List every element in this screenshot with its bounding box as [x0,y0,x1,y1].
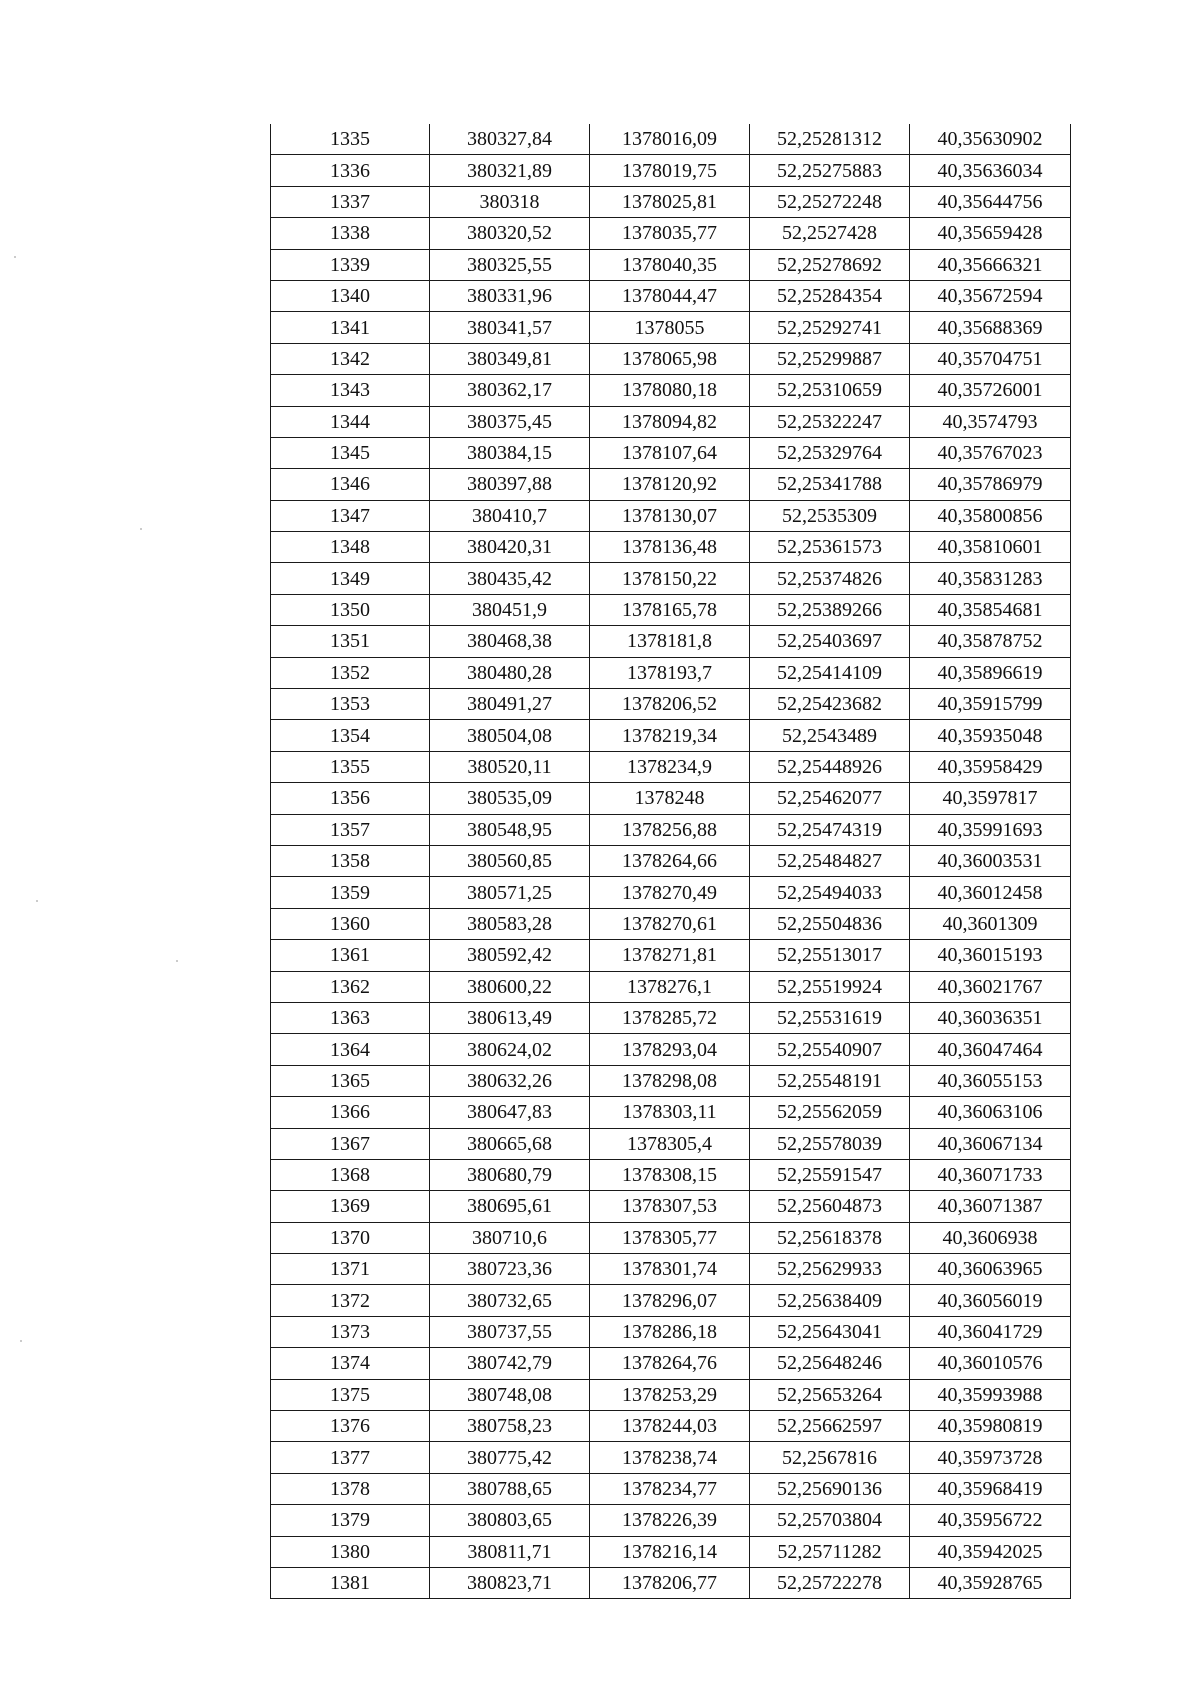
x-coordinate-cell: 380491,27 [430,689,590,720]
table-row [271,877,1071,908]
latitude-cell: 52,25389266 [750,594,910,625]
x-coordinate-cell: 380468,38 [430,626,590,657]
y-coordinate-cell: 1378150,22 [590,563,750,594]
latitude-cell: 52,25474319 [750,814,910,845]
y-coordinate-cell: 1378305,77 [590,1222,750,1253]
point-number-cell: 1352 [271,657,430,688]
table-row [271,971,1071,1002]
longitude-cell: 40,36047464 [910,1034,1071,1065]
y-coordinate-cell: 1378094,82 [590,406,750,437]
x-coordinate-cell: 380583,28 [430,908,590,939]
point-number-cell: 1338 [271,218,430,249]
x-coordinate-cell: 380435,42 [430,563,590,594]
point-number-cell: 1363 [271,1002,430,1033]
longitude-cell: 40,35991693 [910,814,1071,845]
x-coordinate-cell: 380318 [430,186,590,217]
longitude-cell: 40,3606938 [910,1222,1071,1253]
point-number-cell: 1336 [271,155,430,186]
x-coordinate-cell: 380600,22 [430,971,590,1002]
table-row [271,1034,1071,1065]
table-row [271,594,1071,625]
table-row [271,1411,1071,1442]
table-row [271,532,1071,563]
coordinates-table [270,124,1071,1599]
latitude-cell: 52,25648246 [750,1348,910,1379]
y-coordinate-cell: 1378065,98 [590,343,750,374]
latitude-cell: 52,25662597 [750,1411,910,1442]
latitude-cell: 52,25618378 [750,1222,910,1253]
x-coordinate-cell: 380571,25 [430,877,590,908]
longitude-cell: 40,36003531 [910,845,1071,876]
latitude-cell: 52,25462077 [750,783,910,814]
table-row [271,1128,1071,1159]
latitude-cell: 52,25711282 [750,1536,910,1567]
y-coordinate-cell: 1378248 [590,783,750,814]
latitude-cell: 52,25423682 [750,689,910,720]
latitude-cell: 52,25281312 [750,124,910,155]
latitude-cell: 52,25329764 [750,437,910,468]
x-coordinate-cell: 380710,6 [430,1222,590,1253]
point-number-cell: 1360 [271,908,430,939]
point-number-cell: 1380 [271,1536,430,1567]
latitude-cell: 52,25414109 [750,657,910,688]
longitude-cell: 40,35767023 [910,437,1071,468]
point-number-cell: 1340 [271,280,430,311]
longitude-cell: 40,35878752 [910,626,1071,657]
y-coordinate-cell: 1378193,7 [590,657,750,688]
longitude-cell: 40,35928765 [910,1567,1071,1598]
y-coordinate-cell: 1378307,53 [590,1191,750,1222]
x-coordinate-cell: 380665,68 [430,1128,590,1159]
x-coordinate-cell: 380384,15 [430,437,590,468]
x-coordinate-cell: 380680,79 [430,1159,590,1190]
x-coordinate-cell: 380737,55 [430,1316,590,1347]
table-row [271,500,1071,531]
point-number-cell: 1347 [271,500,430,531]
table-row [271,469,1071,500]
longitude-cell: 40,35786979 [910,469,1071,500]
x-coordinate-cell: 380451,9 [430,594,590,625]
longitude-cell: 40,35831283 [910,563,1071,594]
latitude-cell: 52,25604873 [750,1191,910,1222]
longitude-cell: 40,36055153 [910,1065,1071,1096]
x-coordinate-cell: 380420,31 [430,532,590,563]
x-coordinate-cell: 380788,65 [430,1473,590,1504]
latitude-cell: 52,25578039 [750,1128,910,1159]
point-number-cell: 1350 [271,594,430,625]
y-coordinate-cell: 1378130,07 [590,500,750,531]
table-row [271,249,1071,280]
point-number-cell: 1368 [271,1159,430,1190]
latitude-cell: 52,25403697 [750,626,910,657]
x-coordinate-cell: 380811,71 [430,1536,590,1567]
y-coordinate-cell: 1378234,77 [590,1473,750,1504]
longitude-cell: 40,35993988 [910,1379,1071,1410]
table-row [271,1002,1071,1033]
longitude-cell: 40,35956722 [910,1505,1071,1536]
table-row [271,1159,1071,1190]
table-row [271,280,1071,311]
y-coordinate-cell: 1378305,4 [590,1128,750,1159]
table-row [271,563,1071,594]
longitude-cell: 40,35942025 [910,1536,1071,1567]
x-coordinate-cell: 380748,08 [430,1379,590,1410]
x-coordinate-cell: 380742,79 [430,1348,590,1379]
x-coordinate-cell: 380560,85 [430,845,590,876]
y-coordinate-cell: 1378025,81 [590,186,750,217]
y-coordinate-cell: 1378296,07 [590,1285,750,1316]
point-number-cell: 1375 [271,1379,430,1410]
table-row [271,186,1071,217]
point-number-cell: 1348 [271,532,430,563]
latitude-cell: 52,25629933 [750,1254,910,1285]
longitude-cell: 40,35672594 [910,280,1071,311]
latitude-cell: 52,25703804 [750,1505,910,1536]
y-coordinate-cell: 1378019,75 [590,155,750,186]
longitude-cell: 40,35726001 [910,375,1071,406]
y-coordinate-cell: 1378270,61 [590,908,750,939]
x-coordinate-cell: 380321,89 [430,155,590,186]
longitude-cell: 40,35854681 [910,594,1071,625]
y-coordinate-cell: 1378040,35 [590,249,750,280]
latitude-cell: 52,25531619 [750,1002,910,1033]
x-coordinate-cell: 380331,96 [430,280,590,311]
table-row [271,124,1071,155]
longitude-cell: 40,36010576 [910,1348,1071,1379]
y-coordinate-cell: 1378276,1 [590,971,750,1002]
point-number-cell: 1381 [271,1567,430,1598]
scan-speck [20,1340,22,1342]
point-number-cell: 1342 [271,343,430,374]
y-coordinate-cell: 1378206,52 [590,689,750,720]
latitude-cell: 52,25722278 [750,1567,910,1598]
y-coordinate-cell: 1378216,14 [590,1536,750,1567]
y-coordinate-cell: 1378264,76 [590,1348,750,1379]
table-row [271,1536,1071,1567]
point-number-cell: 1356 [271,783,430,814]
latitude-cell: 52,25299887 [750,343,910,374]
table-row [271,1567,1071,1598]
latitude-cell: 52,25322247 [750,406,910,437]
longitude-cell: 40,3574793 [910,406,1071,437]
point-number-cell: 1370 [271,1222,430,1253]
table-row [271,1191,1071,1222]
longitude-cell: 40,35980819 [910,1411,1071,1442]
y-coordinate-cell: 1378256,88 [590,814,750,845]
point-number-cell: 1371 [271,1254,430,1285]
x-coordinate-cell: 380758,23 [430,1411,590,1442]
table-row [271,940,1071,971]
longitude-cell: 40,35915799 [910,689,1071,720]
latitude-cell: 52,25504836 [750,908,910,939]
y-coordinate-cell: 1378298,08 [590,1065,750,1096]
x-coordinate-cell: 380592,42 [430,940,590,971]
y-coordinate-cell: 1378303,11 [590,1097,750,1128]
y-coordinate-cell: 1378270,49 [590,877,750,908]
table-row [271,845,1071,876]
y-coordinate-cell: 1378080,18 [590,375,750,406]
longitude-cell: 40,3597817 [910,783,1071,814]
point-number-cell: 1355 [271,751,430,782]
y-coordinate-cell: 1378244,03 [590,1411,750,1442]
x-coordinate-cell: 380504,08 [430,720,590,751]
longitude-cell: 40,35659428 [910,218,1071,249]
x-coordinate-cell: 380410,7 [430,500,590,531]
latitude-cell: 52,25540907 [750,1034,910,1065]
coordinates-table-body [271,124,1071,1599]
x-coordinate-cell: 380375,45 [430,406,590,437]
point-number-cell: 1369 [271,1191,430,1222]
point-number-cell: 1339 [271,249,430,280]
longitude-cell: 40,36015193 [910,940,1071,971]
longitude-cell: 40,36063965 [910,1254,1071,1285]
y-coordinate-cell: 1378107,64 [590,437,750,468]
point-number-cell: 1376 [271,1411,430,1442]
point-number-cell: 1377 [271,1442,430,1473]
x-coordinate-cell: 380695,61 [430,1191,590,1222]
y-coordinate-cell: 1378271,81 [590,940,750,971]
y-coordinate-cell: 1378165,78 [590,594,750,625]
table-row [271,1442,1071,1473]
table-row [271,1065,1071,1096]
table-row [271,1316,1071,1347]
point-number-cell: 1337 [271,186,430,217]
y-coordinate-cell: 1378286,18 [590,1316,750,1347]
latitude-cell: 52,25310659 [750,375,910,406]
x-coordinate-cell: 380397,88 [430,469,590,500]
scan-speck [176,960,178,962]
y-coordinate-cell: 1378308,15 [590,1159,750,1190]
point-number-cell: 1345 [271,437,430,468]
table-row [271,1097,1071,1128]
y-coordinate-cell: 1378226,39 [590,1505,750,1536]
table-row [271,312,1071,343]
x-coordinate-cell: 380480,28 [430,657,590,688]
point-number-cell: 1341 [271,312,430,343]
x-coordinate-cell: 380520,11 [430,751,590,782]
y-coordinate-cell: 1378016,09 [590,124,750,155]
x-coordinate-cell: 380327,84 [430,124,590,155]
longitude-cell: 40,35688369 [910,312,1071,343]
table-row [271,814,1071,845]
latitude-cell: 52,25591547 [750,1159,910,1190]
x-coordinate-cell: 380632,26 [430,1065,590,1096]
longitude-cell: 40,36056019 [910,1285,1071,1316]
x-coordinate-cell: 380732,65 [430,1285,590,1316]
latitude-cell: 52,25519924 [750,971,910,1002]
point-number-cell: 1374 [271,1348,430,1379]
longitude-cell: 40,36063106 [910,1097,1071,1128]
x-coordinate-cell: 380362,17 [430,375,590,406]
table-row [271,1254,1071,1285]
scan-speck [140,528,142,530]
point-number-cell: 1379 [271,1505,430,1536]
x-coordinate-cell: 380723,36 [430,1254,590,1285]
point-number-cell: 1359 [271,877,430,908]
point-number-cell: 1361 [271,940,430,971]
x-coordinate-cell: 380535,09 [430,783,590,814]
latitude-cell: 52,25374826 [750,563,910,594]
longitude-cell: 40,35704751 [910,343,1071,374]
latitude-cell: 52,25643041 [750,1316,910,1347]
latitude-cell: 52,25278692 [750,249,910,280]
table-row [271,1348,1071,1379]
longitude-cell: 40,35968419 [910,1473,1071,1504]
y-coordinate-cell: 1378293,04 [590,1034,750,1065]
y-coordinate-cell: 1378120,92 [590,469,750,500]
latitude-cell: 52,25275883 [750,155,910,186]
x-coordinate-cell: 380325,55 [430,249,590,280]
latitude-cell: 52,25494033 [750,877,910,908]
table-row [271,437,1071,468]
point-number-cell: 1354 [271,720,430,751]
table-row [271,751,1071,782]
y-coordinate-cell: 1378253,29 [590,1379,750,1410]
y-coordinate-cell: 1378285,72 [590,1002,750,1033]
x-coordinate-cell: 380823,71 [430,1567,590,1598]
point-number-cell: 1335 [271,124,430,155]
table-row [271,720,1071,751]
table-row [271,689,1071,720]
table-row [271,155,1071,186]
longitude-cell: 40,35810601 [910,532,1071,563]
x-coordinate-cell: 380613,49 [430,1002,590,1033]
longitude-cell: 40,35636034 [910,155,1071,186]
longitude-cell: 40,36071387 [910,1191,1071,1222]
table-row [271,626,1071,657]
table-row [271,1505,1071,1536]
longitude-cell: 40,35644756 [910,186,1071,217]
longitude-cell: 40,36012458 [910,877,1071,908]
x-coordinate-cell: 380548,95 [430,814,590,845]
latitude-cell: 52,25562059 [750,1097,910,1128]
longitude-cell: 40,35935048 [910,720,1071,751]
latitude-cell: 52,2535309 [750,500,910,531]
x-coordinate-cell: 380341,57 [430,312,590,343]
point-number-cell: 1353 [271,689,430,720]
x-coordinate-cell: 380803,65 [430,1505,590,1536]
longitude-cell: 40,36021767 [910,971,1071,1002]
latitude-cell: 52,25341788 [750,469,910,500]
point-number-cell: 1378 [271,1473,430,1504]
point-number-cell: 1372 [271,1285,430,1316]
x-coordinate-cell: 380647,83 [430,1097,590,1128]
table-row [271,783,1071,814]
longitude-cell: 40,35666321 [910,249,1071,280]
latitude-cell: 52,25513017 [750,940,910,971]
longitude-cell: 40,36067134 [910,1128,1071,1159]
point-number-cell: 1349 [271,563,430,594]
latitude-cell: 52,25361573 [750,532,910,563]
point-number-cell: 1346 [271,469,430,500]
table-row [271,218,1071,249]
point-number-cell: 1373 [271,1316,430,1347]
latitude-cell: 52,25292741 [750,312,910,343]
x-coordinate-cell: 380775,42 [430,1442,590,1473]
latitude-cell: 52,25484827 [750,845,910,876]
latitude-cell: 52,2527428 [750,218,910,249]
table-row [271,657,1071,688]
latitude-cell: 52,25548191 [750,1065,910,1096]
table-row [271,1379,1071,1410]
y-coordinate-cell: 1378206,77 [590,1567,750,1598]
longitude-cell: 40,36041729 [910,1316,1071,1347]
point-number-cell: 1357 [271,814,430,845]
point-number-cell: 1344 [271,406,430,437]
y-coordinate-cell: 1378044,47 [590,280,750,311]
longitude-cell: 40,35630902 [910,124,1071,155]
y-coordinate-cell: 1378055 [590,312,750,343]
point-number-cell: 1358 [271,845,430,876]
y-coordinate-cell: 1378035,77 [590,218,750,249]
point-number-cell: 1367 [271,1128,430,1159]
table-row [271,375,1071,406]
x-coordinate-cell: 380320,52 [430,218,590,249]
latitude-cell: 52,25653264 [750,1379,910,1410]
latitude-cell: 52,2567816 [750,1442,910,1473]
longitude-cell: 40,36071733 [910,1159,1071,1190]
y-coordinate-cell: 1378234,9 [590,751,750,782]
point-number-cell: 1362 [271,971,430,1002]
table-row [271,908,1071,939]
latitude-cell: 52,2543489 [750,720,910,751]
longitude-cell: 40,35800856 [910,500,1071,531]
y-coordinate-cell: 1378264,66 [590,845,750,876]
table-row [271,406,1071,437]
latitude-cell: 52,25284354 [750,280,910,311]
point-number-cell: 1364 [271,1034,430,1065]
y-coordinate-cell: 1378181,8 [590,626,750,657]
table-row [271,1222,1071,1253]
longitude-cell: 40,36036351 [910,1002,1071,1033]
point-number-cell: 1366 [271,1097,430,1128]
latitude-cell: 52,25690136 [750,1473,910,1504]
y-coordinate-cell: 1378238,74 [590,1442,750,1473]
point-number-cell: 1365 [271,1065,430,1096]
y-coordinate-cell: 1378219,34 [590,720,750,751]
table-row [271,1285,1071,1316]
longitude-cell: 40,35896619 [910,657,1071,688]
longitude-cell: 40,35958429 [910,751,1071,782]
scan-speck [36,900,38,902]
x-coordinate-cell: 380349,81 [430,343,590,374]
table-row [271,343,1071,374]
longitude-cell: 40,35973728 [910,1442,1071,1473]
y-coordinate-cell: 1378301,74 [590,1254,750,1285]
point-number-cell: 1351 [271,626,430,657]
latitude-cell: 52,25638409 [750,1285,910,1316]
x-coordinate-cell: 380624,02 [430,1034,590,1065]
table-row [271,1473,1071,1504]
latitude-cell: 52,25448926 [750,751,910,782]
latitude-cell: 52,25272248 [750,186,910,217]
point-number-cell: 1343 [271,375,430,406]
y-coordinate-cell: 1378136,48 [590,532,750,563]
scan-speck [14,256,16,258]
longitude-cell: 40,3601309 [910,908,1071,939]
